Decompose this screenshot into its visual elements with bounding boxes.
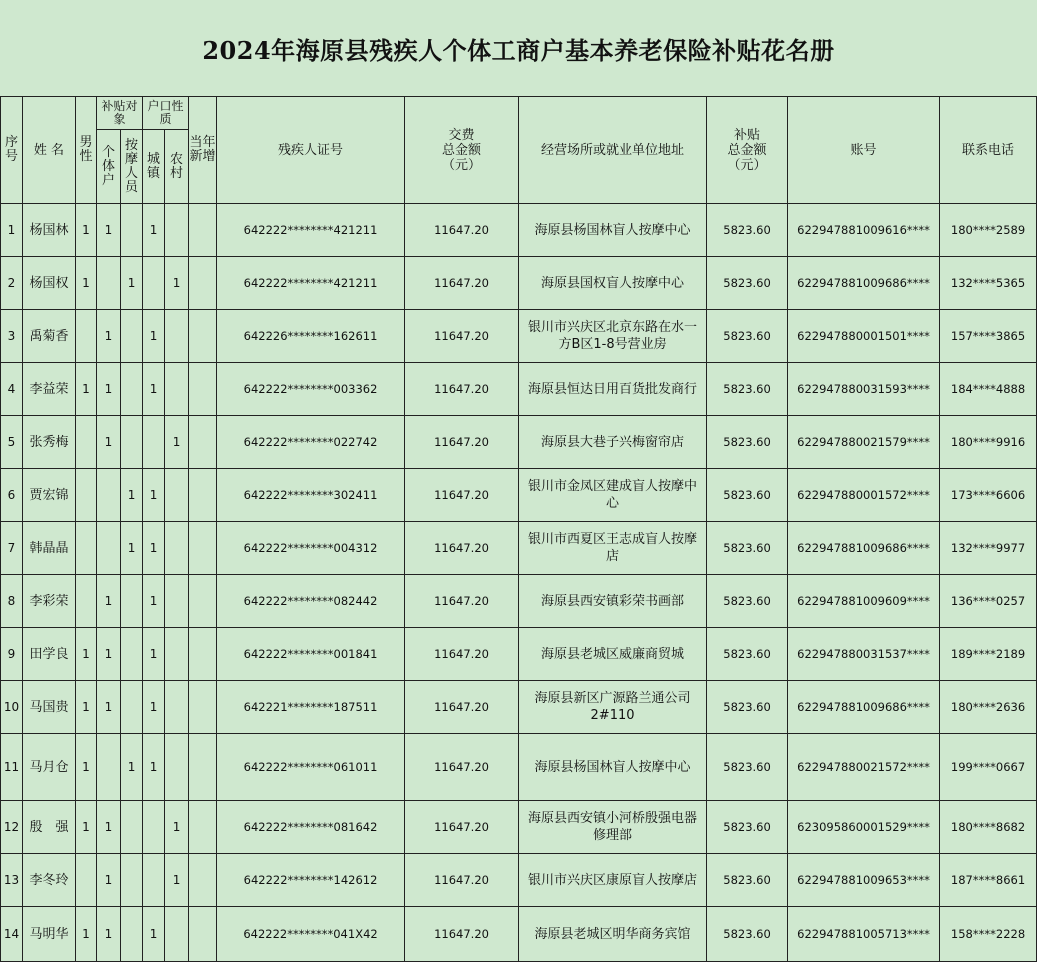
row-disability-id: 642222********041X42 xyxy=(217,907,405,962)
header-total-paid-line2: 总金额 xyxy=(442,142,482,158)
header-total-paid-line1: 交费 xyxy=(448,127,475,143)
row-massage xyxy=(121,363,143,416)
row-urban xyxy=(143,257,165,310)
row-new xyxy=(189,681,217,734)
table-row xyxy=(1,416,1037,469)
row-disability-id: 642222********302411 xyxy=(217,469,405,522)
row-massage xyxy=(121,801,143,854)
row-male: 1 xyxy=(76,907,97,962)
row-index: 13 xyxy=(1,854,23,907)
row-male xyxy=(76,522,97,575)
header-index: 序号 xyxy=(1,97,23,204)
roster-table xyxy=(0,96,1037,962)
row-phone: 173****6606 xyxy=(940,469,1037,522)
row-total-subsidy: 5823.60 xyxy=(707,801,788,854)
row-address: 银川市兴庆区康原盲人按摩店 xyxy=(519,854,707,907)
row-self-employed: 1 xyxy=(97,416,121,469)
row-self-employed xyxy=(97,522,121,575)
row-address: 海原县老城区威廉商贸城 xyxy=(519,628,707,681)
row-name: 贾宏锦 xyxy=(23,469,76,522)
row-rural xyxy=(165,363,189,416)
row-account: 622947881009653**** xyxy=(788,854,940,907)
table-row xyxy=(1,907,1037,962)
table-row xyxy=(1,628,1037,681)
row-account: 622947881009686**** xyxy=(788,681,940,734)
row-male: 1 xyxy=(76,204,97,257)
row-account: 622947880031593**** xyxy=(788,363,940,416)
row-index: 10 xyxy=(1,681,23,734)
row-account: 622947881009616**** xyxy=(788,204,940,257)
row-new xyxy=(189,363,217,416)
row-address: 海原县杨国林盲人按摩中心 xyxy=(519,204,707,257)
table-row xyxy=(1,363,1037,416)
row-massage xyxy=(121,854,143,907)
row-male: 1 xyxy=(76,257,97,310)
table-row xyxy=(1,681,1037,734)
row-self-employed xyxy=(97,469,121,522)
row-massage xyxy=(121,416,143,469)
header-total-subsidy-line3: （元） xyxy=(727,157,767,173)
row-index: 3 xyxy=(1,310,23,363)
row-total-paid: 11647.20 xyxy=(405,522,519,575)
row-rural: 1 xyxy=(165,801,189,854)
row-name: 杨国林 xyxy=(23,204,76,257)
row-rural: 1 xyxy=(165,257,189,310)
row-name: 殷 强 xyxy=(23,801,76,854)
row-total-paid: 11647.20 xyxy=(405,734,519,801)
row-rural xyxy=(165,628,189,681)
row-address: 银川市兴庆区北京东路在水一方B区1-8号营业房 xyxy=(519,310,707,363)
header-new-this-year: 当年新增 xyxy=(189,97,217,204)
row-male xyxy=(76,469,97,522)
row-phone: 132****9977 xyxy=(940,522,1037,575)
row-new xyxy=(189,204,217,257)
row-rural xyxy=(165,310,189,363)
row-phone: 180****8682 xyxy=(940,801,1037,854)
row-urban xyxy=(143,854,165,907)
row-new xyxy=(189,257,217,310)
row-urban: 1 xyxy=(143,204,165,257)
row-index: 5 xyxy=(1,416,23,469)
header-name: 姓 名 xyxy=(23,97,76,204)
row-disability-id: 642222********421211 xyxy=(217,257,405,310)
row-massage xyxy=(121,681,143,734)
row-male: 1 xyxy=(76,734,97,801)
row-total-paid: 11647.20 xyxy=(405,907,519,962)
row-account: 622947880021579**** xyxy=(788,416,940,469)
row-total-subsidy: 5823.60 xyxy=(707,628,788,681)
row-disability-id: 642221********187511 xyxy=(217,681,405,734)
row-new xyxy=(189,801,217,854)
header-self-employed: 个体户 xyxy=(97,130,121,204)
row-phone: 157****3865 xyxy=(940,310,1037,363)
row-account: 622947880001572**** xyxy=(788,469,940,522)
row-self-employed xyxy=(97,257,121,310)
row-self-employed: 1 xyxy=(97,801,121,854)
row-massage xyxy=(121,907,143,962)
row-urban: 1 xyxy=(143,310,165,363)
row-total-subsidy: 5823.60 xyxy=(707,681,788,734)
row-address: 海原县老城区明华商务宾馆 xyxy=(519,907,707,962)
row-address: 海原县国权盲人按摩中心 xyxy=(519,257,707,310)
row-account: 622947880031537**** xyxy=(788,628,940,681)
row-name: 禹菊香 xyxy=(23,310,76,363)
row-massage: 1 xyxy=(121,469,143,522)
row-account: 622947880001501**** xyxy=(788,310,940,363)
row-index: 1 xyxy=(1,204,23,257)
row-total-paid: 11647.20 xyxy=(405,575,519,628)
row-name: 李彩荣 xyxy=(23,575,76,628)
row-rural xyxy=(165,204,189,257)
row-total-paid: 11647.20 xyxy=(405,257,519,310)
row-rural xyxy=(165,681,189,734)
row-urban xyxy=(143,416,165,469)
row-urban: 1 xyxy=(143,907,165,962)
row-name: 张秀梅 xyxy=(23,416,76,469)
row-massage: 1 xyxy=(121,734,143,801)
row-index: 7 xyxy=(1,522,23,575)
row-total-paid: 11647.20 xyxy=(405,204,519,257)
row-self-employed xyxy=(97,734,121,801)
row-phone: 199****0667 xyxy=(940,734,1037,801)
row-total-paid: 11647.20 xyxy=(405,801,519,854)
row-account: 622947880021572**** xyxy=(788,734,940,801)
header-account: 账号 xyxy=(788,97,940,204)
row-male: 1 xyxy=(76,681,97,734)
row-urban: 1 xyxy=(143,469,165,522)
row-male xyxy=(76,310,97,363)
row-total-subsidy: 5823.60 xyxy=(707,310,788,363)
row-male xyxy=(76,854,97,907)
row-total-paid: 11647.20 xyxy=(405,469,519,522)
row-disability-id: 642226********162611 xyxy=(217,310,405,363)
row-disability-id: 642222********061011 xyxy=(217,734,405,801)
row-disability-id: 642222********001841 xyxy=(217,628,405,681)
row-total-subsidy: 5823.60 xyxy=(707,257,788,310)
header-massage: 按摩人员 xyxy=(121,130,143,204)
row-total-subsidy: 5823.60 xyxy=(707,204,788,257)
row-male: 1 xyxy=(76,363,97,416)
row-total-subsidy: 5823.60 xyxy=(707,907,788,962)
row-index: 4 xyxy=(1,363,23,416)
row-new xyxy=(189,575,217,628)
row-new xyxy=(189,522,217,575)
row-account: 622947881005713**** xyxy=(788,907,940,962)
header-male: 男性 xyxy=(76,97,97,204)
row-self-employed: 1 xyxy=(97,363,121,416)
row-rural xyxy=(165,522,189,575)
row-urban: 1 xyxy=(143,681,165,734)
header-rural: 农村 xyxy=(165,130,189,204)
row-new xyxy=(189,854,217,907)
row-urban: 1 xyxy=(143,363,165,416)
table-row xyxy=(1,204,1037,257)
table-row xyxy=(1,854,1037,907)
row-disability-id: 642222********082442 xyxy=(217,575,405,628)
header-total-paid-line3: （元） xyxy=(442,157,482,173)
row-phone: 136****0257 xyxy=(940,575,1037,628)
row-index: 14 xyxy=(1,907,23,962)
row-new xyxy=(189,469,217,522)
row-rural: 1 xyxy=(165,416,189,469)
row-self-employed: 1 xyxy=(97,628,121,681)
row-rural xyxy=(165,907,189,962)
row-massage: 1 xyxy=(121,257,143,310)
header-phone: 联系电话 xyxy=(940,97,1037,204)
row-phone: 132****5365 xyxy=(940,257,1037,310)
row-phone: 184****4888 xyxy=(940,363,1037,416)
row-name: 田学良 xyxy=(23,628,76,681)
row-name: 杨国权 xyxy=(23,257,76,310)
row-disability-id: 642222********081642 xyxy=(217,801,405,854)
row-total-paid: 11647.20 xyxy=(405,416,519,469)
row-address: 银川市西夏区王志成盲人按摩店 xyxy=(519,522,707,575)
row-account: 622947881009609**** xyxy=(788,575,940,628)
row-disability-id: 642222********421211 xyxy=(217,204,405,257)
row-address: 海原县恒达日用百货批发商行 xyxy=(519,363,707,416)
table-row xyxy=(1,310,1037,363)
row-self-employed: 1 xyxy=(97,854,121,907)
header-subsidy-target: 补贴对象 xyxy=(97,97,143,130)
row-name: 马国贵 xyxy=(23,681,76,734)
header-disability-id: 残疾人证号 xyxy=(217,97,405,204)
row-self-employed: 1 xyxy=(97,907,121,962)
row-urban: 1 xyxy=(143,575,165,628)
row-address: 海原县新区广源路兰通公司2#110 xyxy=(519,681,707,734)
row-name: 李益荣 xyxy=(23,363,76,416)
row-total-subsidy: 5823.60 xyxy=(707,854,788,907)
row-total-subsidy: 5823.60 xyxy=(707,469,788,522)
header-total-subsidy xyxy=(707,97,788,204)
table-header xyxy=(1,97,1037,204)
row-total-subsidy: 5823.60 xyxy=(707,363,788,416)
row-rural xyxy=(165,575,189,628)
row-rural: 1 xyxy=(165,854,189,907)
row-total-subsidy: 5823.60 xyxy=(707,575,788,628)
row-phone: 158****2228 xyxy=(940,907,1037,962)
table-row xyxy=(1,734,1037,801)
row-index: 8 xyxy=(1,575,23,628)
row-index: 11 xyxy=(1,734,23,801)
row-total-subsidy: 5823.60 xyxy=(707,416,788,469)
row-phone: 180****2636 xyxy=(940,681,1037,734)
table-row xyxy=(1,257,1037,310)
row-address: 银川市金凤区建成盲人按摩中心 xyxy=(519,469,707,522)
row-phone: 187****8661 xyxy=(940,854,1037,907)
table-row xyxy=(1,575,1037,628)
row-disability-id: 642222********142612 xyxy=(217,854,405,907)
row-urban: 1 xyxy=(143,628,165,681)
row-new xyxy=(189,907,217,962)
row-phone: 189****2189 xyxy=(940,628,1037,681)
table-row xyxy=(1,522,1037,575)
row-index: 9 xyxy=(1,628,23,681)
row-urban: 1 xyxy=(143,522,165,575)
row-total-subsidy: 5823.60 xyxy=(707,734,788,801)
row-address: 海原县西安镇彩荣书画部 xyxy=(519,575,707,628)
header-total-subsidy-line2: 总金额 xyxy=(727,142,767,158)
row-new xyxy=(189,310,217,363)
row-self-employed: 1 xyxy=(97,575,121,628)
row-massage xyxy=(121,204,143,257)
table-body xyxy=(1,204,1037,962)
row-new xyxy=(189,416,217,469)
row-total-subsidy: 5823.60 xyxy=(707,522,788,575)
row-massage xyxy=(121,628,143,681)
header-hukou: 户口性质 xyxy=(143,97,189,130)
row-rural xyxy=(165,469,189,522)
row-name: 韩晶晶 xyxy=(23,522,76,575)
row-massage xyxy=(121,575,143,628)
row-self-employed: 1 xyxy=(97,204,121,257)
row-name: 马月仓 xyxy=(23,734,76,801)
row-male xyxy=(76,416,97,469)
table-row xyxy=(1,801,1037,854)
row-urban xyxy=(143,801,165,854)
row-address: 海原县西安镇小河桥殷强电器修理部 xyxy=(519,801,707,854)
row-index: 6 xyxy=(1,469,23,522)
row-disability-id: 642222********003362 xyxy=(217,363,405,416)
row-account: 622947881009686**** xyxy=(788,522,940,575)
row-name: 马明华 xyxy=(23,907,76,962)
row-total-paid: 11647.20 xyxy=(405,628,519,681)
row-male: 1 xyxy=(76,628,97,681)
row-total-paid: 11647.20 xyxy=(405,310,519,363)
row-massage: 1 xyxy=(121,522,143,575)
row-total-paid: 11647.20 xyxy=(405,681,519,734)
row-male: 1 xyxy=(76,801,97,854)
header-total-paid xyxy=(405,97,519,204)
header-address: 经营场所或就业单位地址 xyxy=(519,97,707,204)
row-phone: 180****9916 xyxy=(940,416,1037,469)
row-index: 12 xyxy=(1,801,23,854)
row-address: 海原县大巷子兴梅窗帘店 xyxy=(519,416,707,469)
table-row xyxy=(1,469,1037,522)
row-new xyxy=(189,734,217,801)
row-address: 海原县杨国林盲人按摩中心 xyxy=(519,734,707,801)
row-index: 2 xyxy=(1,257,23,310)
row-name: 李冬玲 xyxy=(23,854,76,907)
row-self-employed: 1 xyxy=(97,310,121,363)
row-new xyxy=(189,628,217,681)
row-phone: 180****2589 xyxy=(940,204,1037,257)
row-disability-id: 642222********004312 xyxy=(217,522,405,575)
row-total-paid: 11647.20 xyxy=(405,854,519,907)
header-urban: 城镇 xyxy=(143,130,165,204)
row-rural xyxy=(165,734,189,801)
row-self-employed: 1 xyxy=(97,681,121,734)
row-disability-id: 642222********022742 xyxy=(217,416,405,469)
header-total-subsidy-line1: 补贴 xyxy=(734,127,761,143)
row-massage xyxy=(121,310,143,363)
row-urban: 1 xyxy=(143,734,165,801)
row-total-paid: 11647.20 xyxy=(405,363,519,416)
page-title: 2024年海原县残疾人个体工商户基本养老保险补贴花名册 xyxy=(202,35,835,65)
row-account: 623095860001529**** xyxy=(788,801,940,854)
row-male xyxy=(76,575,97,628)
row-account: 622947881009686**** xyxy=(788,257,940,310)
